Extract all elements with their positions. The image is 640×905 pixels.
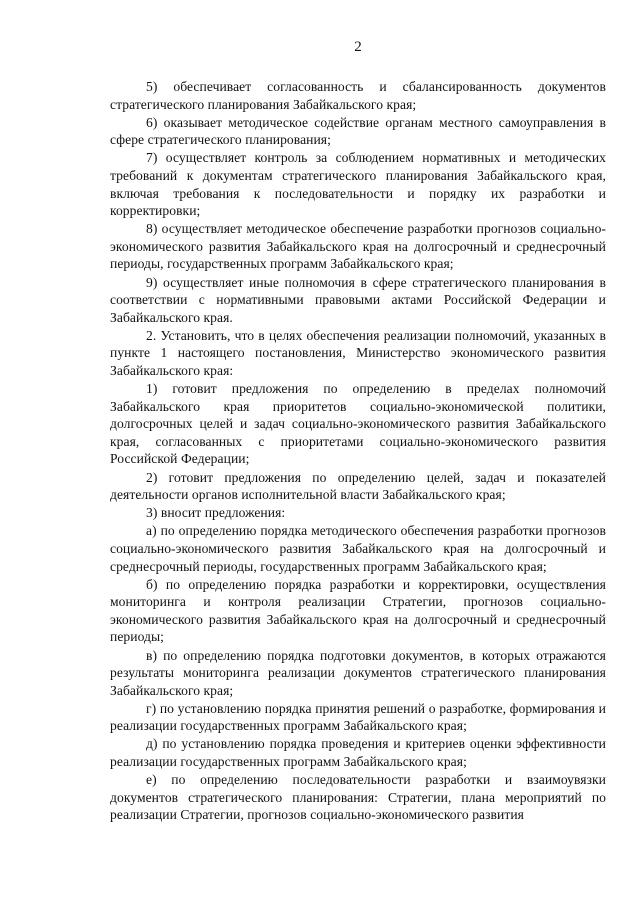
paragraph-letter-v: в) по определению порядка подготовки документов, в которых отражаются результаты мониторинга реализации документов стратегического планирования Забайкальского края;: [110, 647, 606, 698]
paragraph-subitem-3: 3) вносит предложения:: [146, 505, 286, 521]
paragraph-subitem-2: 2) готовит предложения по определению целей, задач и показателей деятельности органов исполнительной власти Забайкальского края;: [110, 469, 606, 503]
page-number: 2: [354, 39, 362, 55]
paragraph-item-7: 7) осуществляет контроль за соблюдением нормативных и методических требований к документам стратегического планирования Забайкальского края, включая требования к последовательности и порядку их разработки и корректировки;: [110, 150, 606, 219]
paragraph-letter-a: а) по определению порядка методического обеспечения разработки прогнозов социально-экономического развития Забайкальского края на долгосрочный и среднесрочный периоды, государственных программ Забайкальского края;: [110, 523, 606, 574]
paragraph-clause-2: 2. Установить, что в целях обеспечения реализации полномочий, указанных в пункте 1 настоящего постановления, Министерство экономического развития Забайкальского края:: [110, 327, 606, 378]
paragraph-item-9: 9) осуществляет иные полномочия в сфере стратегического планирования в соответствии с нормативными правовыми актами Российской Федерации и Забайкальского края.: [110, 274, 606, 325]
paragraph-item-5: 5) обеспечивает согласованность и сбалансированность документов стратегического планирования Забайкальского края;: [110, 79, 606, 112]
paragraph-subitem-1: 1) готовит предложения по определению в пределах полномочий Забайкальского края приоритетов социально-экономической политики, долгосрочных целей и задач социально-экономического развития Забайкальского края, согласованных с приоритетами социально-экономического развития Российской Федерации;: [110, 381, 606, 467]
paragraph-item-8: 8) осуществляет методическое обеспечение разработки прогнозов социально-экономического развития Забайкальского края на долгосрочный и среднесрочный периоды, государственных программ Забайкальского края;: [110, 221, 606, 272]
paragraph-letter-e: е) по определению последовательности разработки и взаимоувязки документов стратегического планирования: Стратегии, плана мероприятий по реализации Стратегии, прогнозов социально-экономического развития: [110, 772, 606, 823]
paragraph-letter-g: г) по установлению порядка принятия решений о разработке, формирования и реализации государственных программ Забайкальского края;: [110, 700, 606, 734]
paragraph-letter-d: д) по установлению порядка проведения и критериев оценки эффективности реализации государственных программ Забайкальского края;: [110, 736, 606, 770]
paragraph-letter-b: б) по определению порядка разработки и корректировки, осуществления мониторинга и контроля реализации Стратегии, прогнозов социально-экономического развития Забайкальского края на долгосрочный и среднесрочный периоды;: [110, 576, 606, 645]
paragraph-item-6: 6) оказывает методическое содействие органам местного самоуправления в сфере стратегического планирования;: [110, 114, 606, 148]
